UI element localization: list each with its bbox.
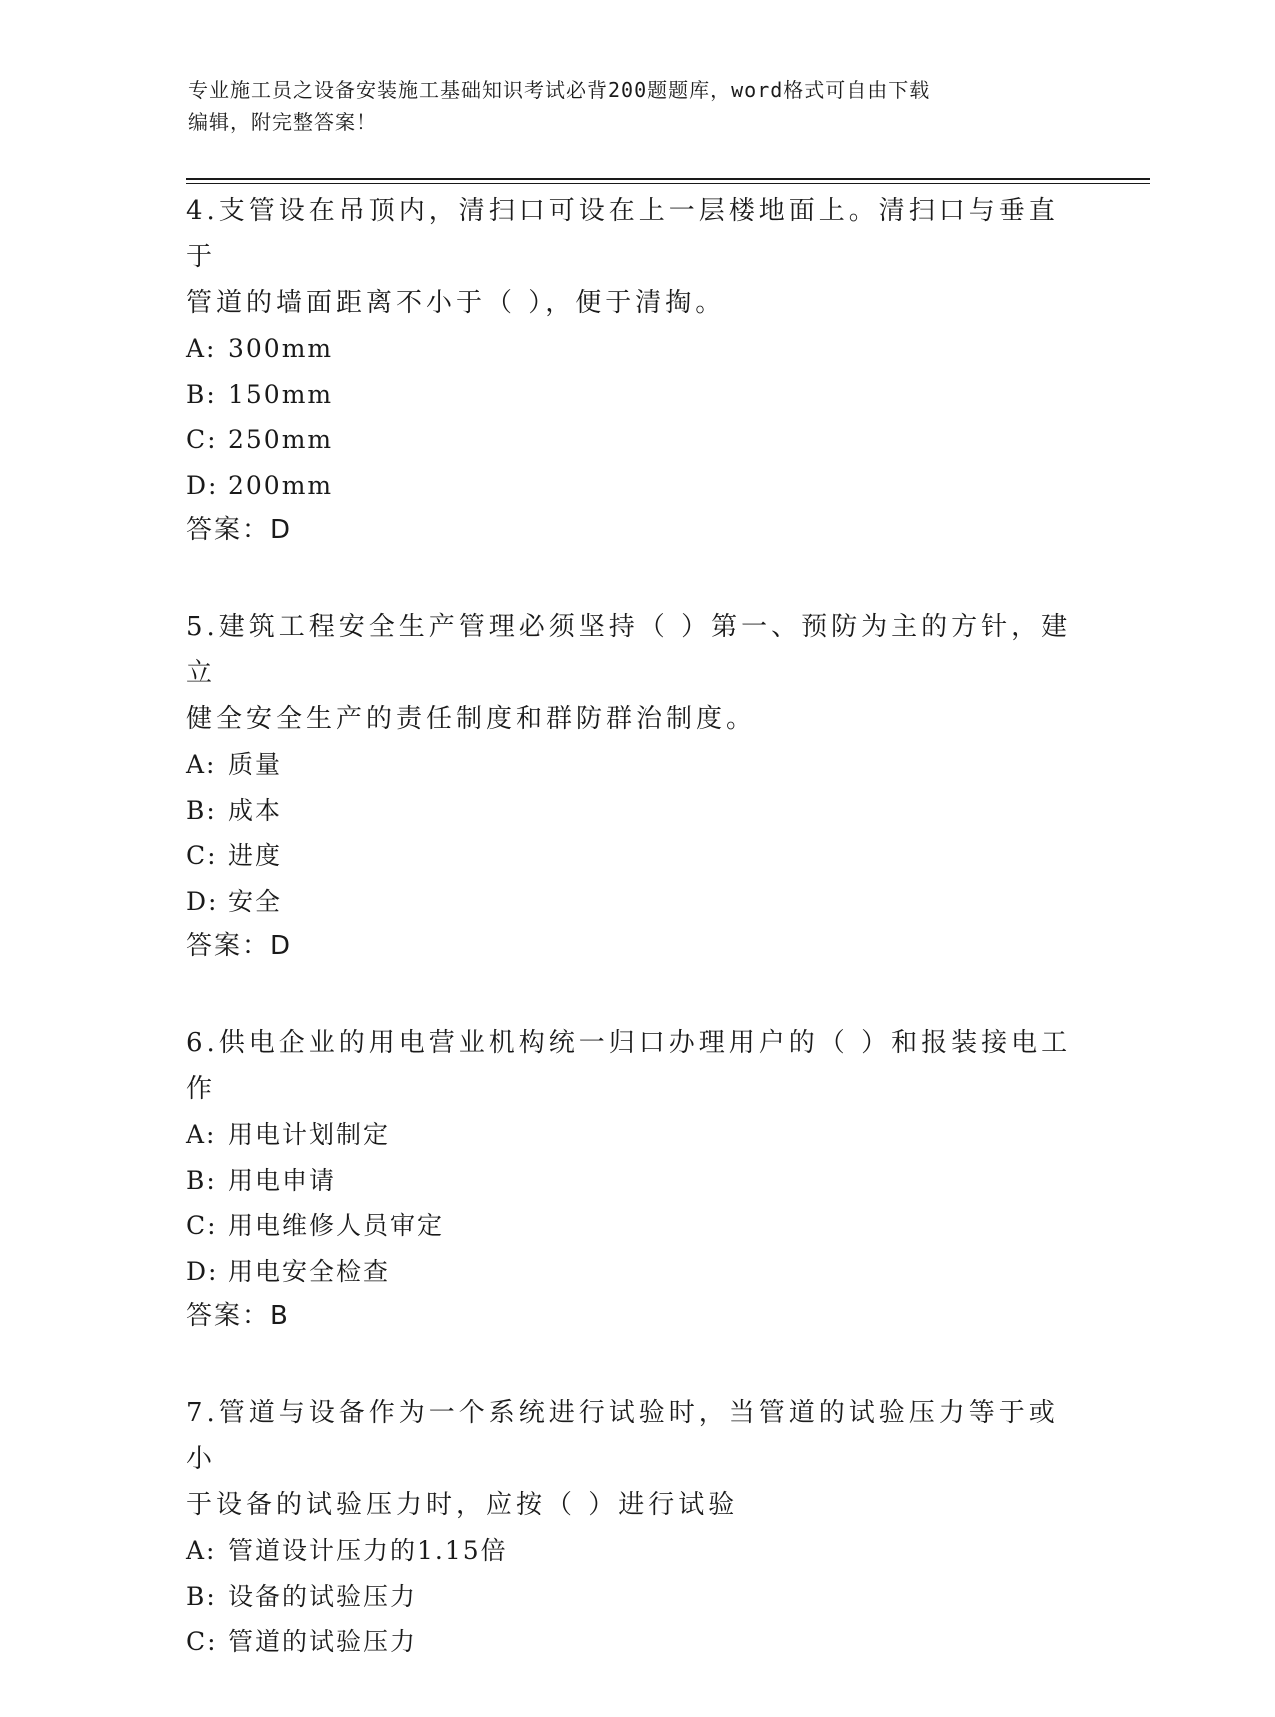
question-4 — [186, 188, 1086, 552]
option-text: 用电安全检查 — [228, 1256, 391, 1286]
option-key: C: — [186, 1211, 218, 1240]
option-a — [186, 1528, 1086, 1574]
option-key: A: — [186, 1536, 217, 1565]
option-key: B: — [186, 1581, 217, 1611]
header-line-1: 专业施工员之设备安装施工基础知识考试必背200题题库，word格式可自由下载 — [188, 78, 931, 102]
option-a — [186, 1112, 1086, 1158]
option-key: B: — [186, 795, 217, 825]
option-key: D: — [186, 470, 219, 500]
option-text: 用电维修人员审定 — [228, 1211, 445, 1240]
option-key: B: — [186, 1165, 217, 1195]
question-stem-line-2: 管道的墙面距离不小于（ ），便于清掏。 — [186, 288, 726, 318]
document-header — [188, 74, 1068, 138]
option-key: C: — [186, 425, 218, 454]
option-text: 成本 — [228, 795, 283, 825]
question-5 — [186, 604, 1086, 968]
option-c — [186, 833, 1086, 879]
option-b — [186, 1158, 1086, 1204]
option-a — [186, 742, 1086, 788]
question-stem-line-2: 于设备的试验压力时，应按（ ）进行试验 — [186, 1490, 739, 1520]
header-divider-thick — [186, 178, 1150, 180]
option-text: 进度 — [228, 841, 283, 870]
question-7 — [186, 1390, 1086, 1665]
option-text: 管道设计压力的1.15倍 — [228, 1536, 508, 1565]
question-stem-line-1: 5.建筑工程安全生产管理必须坚持（ ）第一、预防为主的方针，建立 — [186, 612, 1072, 688]
header-line-2: 编辑，附完整答案！ — [188, 110, 377, 134]
option-text: 200mm — [228, 470, 334, 500]
option-text: 150mm — [228, 379, 334, 409]
option-d — [186, 1249, 1086, 1295]
option-text: 用电申请 — [228, 1165, 337, 1195]
option-c — [186, 1203, 1086, 1249]
option-text: 设备的试验压力 — [228, 1581, 418, 1611]
option-key: A: — [186, 750, 217, 779]
question-stem-line-2: 健全安全生产的责任制度和群防群治制度。 — [186, 704, 757, 734]
answer-line: 答案：B — [186, 1301, 290, 1331]
option-key: C: — [186, 1627, 218, 1656]
question-stem-line-1: 4.支管设在吊顶内，清扫口可设在上一层楼地面上。清扫口与垂直于 — [186, 196, 1059, 272]
question-6 — [186, 1020, 1086, 1338]
option-key: D: — [186, 886, 219, 916]
option-text: 300mm — [228, 334, 334, 363]
option-b — [186, 1574, 1086, 1620]
question-stem-line-1: 6.供电企业的用电营业机构统一归口办理用户的（ ）和报装接电工作 — [186, 1028, 1072, 1104]
option-text: 质量 — [228, 750, 283, 779]
header-divider-thin — [186, 183, 1150, 184]
option-d — [186, 463, 1086, 509]
option-text: 用电计划制定 — [228, 1120, 391, 1149]
option-text: 250mm — [228, 425, 334, 454]
answer-line: 答案：D — [186, 931, 293, 961]
option-key: C: — [186, 841, 218, 870]
option-c — [186, 1619, 1086, 1665]
question-list — [186, 188, 1086, 1717]
option-a — [186, 326, 1086, 372]
option-d — [186, 879, 1086, 925]
option-key: D: — [186, 1256, 219, 1286]
question-stem-line-1: 7.管道与设备作为一个系统进行试验时，当管道的试验压力等于或小 — [186, 1398, 1059, 1474]
option-text: 安全 — [228, 886, 283, 916]
option-c — [186, 417, 1086, 463]
option-text: 管道的试验压力 — [228, 1627, 418, 1656]
option-key: A: — [186, 1120, 217, 1149]
option-key: A: — [186, 334, 217, 363]
option-b — [186, 372, 1086, 418]
option-key: B: — [186, 379, 217, 409]
option-b — [186, 788, 1086, 834]
answer-line: 答案：D — [186, 515, 293, 545]
